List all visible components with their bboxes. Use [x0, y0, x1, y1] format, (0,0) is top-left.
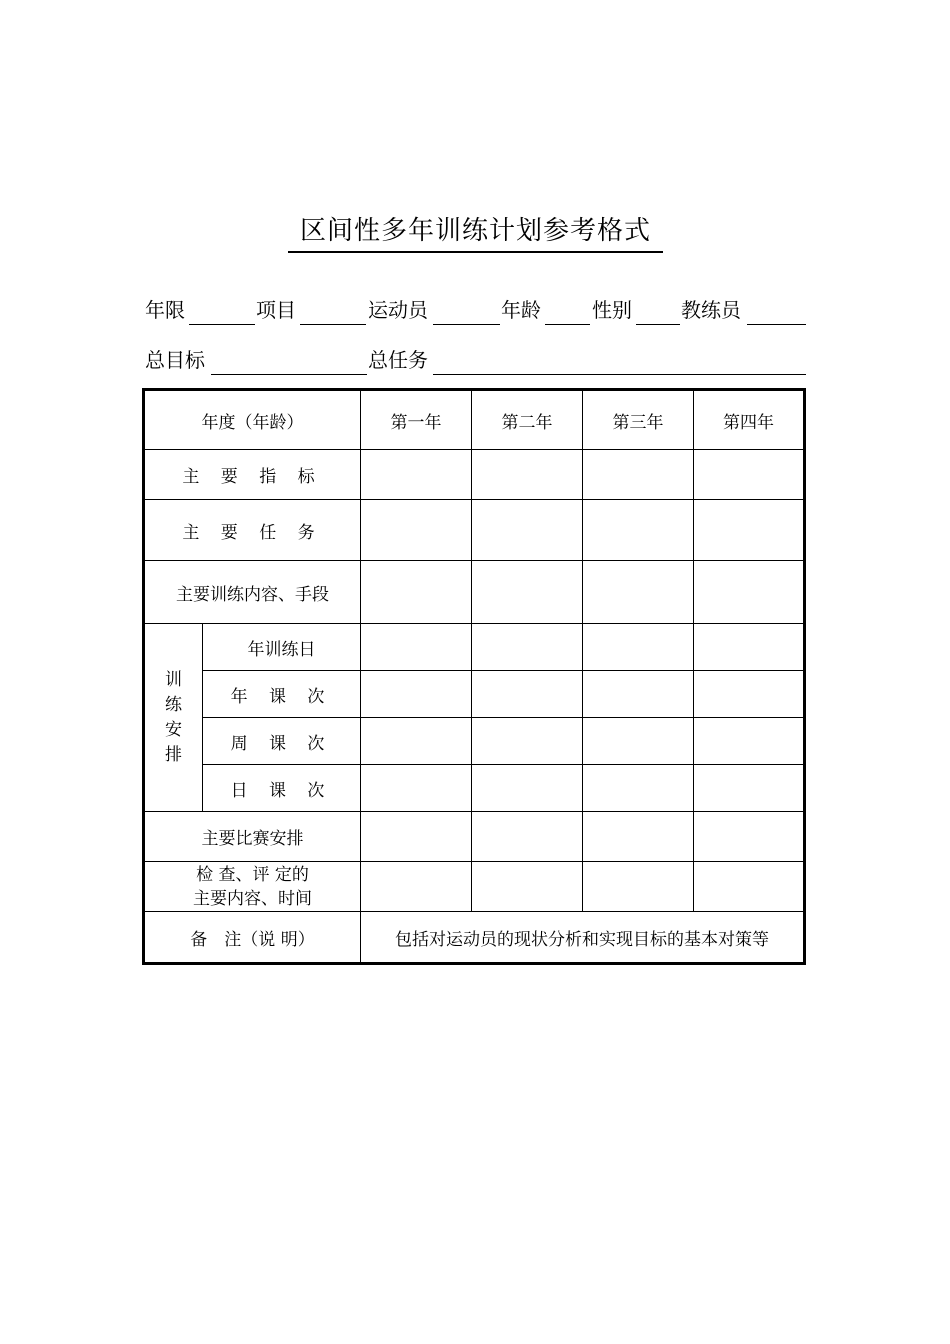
- table-row: [144, 500, 805, 561]
- table-cell[interactable]: [472, 862, 583, 912]
- table-row: [144, 765, 805, 812]
- table-cell[interactable]: [694, 812, 805, 862]
- table-cell[interactable]: [472, 812, 583, 862]
- table-cell[interactable]: [583, 862, 694, 912]
- table-cell[interactable]: [361, 561, 472, 624]
- header-year-2: 第二年: [472, 390, 583, 450]
- table-cell[interactable]: [472, 718, 583, 765]
- table-cell[interactable]: [583, 765, 694, 812]
- table-cell[interactable]: [694, 561, 805, 624]
- table-cell[interactable]: [361, 765, 472, 812]
- age-field[interactable]: [545, 324, 590, 325]
- table-row: [144, 671, 805, 718]
- table-cell[interactable]: [361, 671, 472, 718]
- label-overall-task: 总任务: [368, 348, 428, 372]
- inspection-line-1: 检 查、评 定的: [196, 864, 309, 885]
- row-label-main-indicators: 主 要 指 标: [144, 450, 361, 500]
- row-label-inspection: [144, 862, 361, 912]
- row-label-weekly-sessions: 周 课 次: [203, 718, 361, 765]
- schedule-char: 排: [165, 744, 182, 765]
- table-row: [144, 812, 805, 862]
- table-row: [144, 561, 805, 624]
- schedule-char: 练: [165, 694, 182, 715]
- table-cell[interactable]: [583, 624, 694, 671]
- table-cell[interactable]: [472, 500, 583, 561]
- header-year-3: 第三年: [583, 390, 694, 450]
- table-cell[interactable]: [472, 450, 583, 500]
- label-year-span: 年限: [145, 298, 185, 322]
- table-row: [144, 912, 805, 964]
- row-label-main-competitions: 主要比赛安排: [144, 812, 361, 862]
- table-cell[interactable]: [361, 718, 472, 765]
- table-cell[interactable]: [694, 450, 805, 500]
- table-cell[interactable]: [361, 500, 472, 561]
- header-year-4: 第四年: [694, 390, 805, 450]
- table-cell[interactable]: [694, 862, 805, 912]
- table-cell[interactable]: [472, 765, 583, 812]
- table-cell[interactable]: [583, 718, 694, 765]
- table-cell[interactable]: [583, 561, 694, 624]
- notes-text: 包括对运动员的现状分析和实现目标的基本对策等: [361, 912, 805, 964]
- gender-field[interactable]: [636, 324, 680, 325]
- table-row: [144, 862, 805, 912]
- table-cell[interactable]: [694, 765, 805, 812]
- training-plan-table: [142, 388, 806, 965]
- label-athlete: 运动员: [368, 298, 428, 322]
- table-row: [144, 718, 805, 765]
- row-label-daily-sessions: 日 课 次: [203, 765, 361, 812]
- table-cell[interactable]: [583, 671, 694, 718]
- row-label-main-content: 主要训练内容、手段: [144, 561, 361, 624]
- table-cell[interactable]: [694, 718, 805, 765]
- table-cell[interactable]: [694, 624, 805, 671]
- coach-field[interactable]: [747, 324, 806, 325]
- table-cell[interactable]: [583, 500, 694, 561]
- table-cell[interactable]: [361, 812, 472, 862]
- table-row: [144, 624, 805, 671]
- label-gender: 性别: [592, 298, 632, 322]
- label-age: 年龄: [501, 298, 541, 322]
- row-label-annual-training-days: 年训练日: [203, 624, 361, 671]
- project-field[interactable]: [300, 324, 366, 325]
- label-coach: 教练员: [681, 298, 741, 322]
- year-span-field[interactable]: [189, 324, 255, 325]
- schedule-char: 安: [165, 719, 182, 740]
- overall-task-field[interactable]: [433, 374, 806, 375]
- table-cell[interactable]: [583, 812, 694, 862]
- header-year-age: 年度（年龄）: [144, 390, 361, 450]
- table-cell[interactable]: [694, 671, 805, 718]
- inspection-line-2: 主要内容、时间: [193, 888, 312, 909]
- row-label-training-schedule: [144, 624, 203, 812]
- table-cell[interactable]: [583, 450, 694, 500]
- page-title: 区间性多年训练计划参考格式: [288, 211, 663, 253]
- row-label-annual-sessions: 年 课 次: [203, 671, 361, 718]
- header-year-1: 第一年: [361, 390, 472, 450]
- table-cell[interactable]: [472, 561, 583, 624]
- table-row: [144, 450, 805, 500]
- table-cell[interactable]: [472, 624, 583, 671]
- schedule-char: 训: [165, 669, 182, 690]
- table-header-row: [144, 390, 805, 450]
- table-cell[interactable]: [361, 450, 472, 500]
- label-overall-goal: 总目标: [145, 348, 205, 372]
- table-cell[interactable]: [472, 671, 583, 718]
- table-cell[interactable]: [694, 500, 805, 561]
- overall-goal-field[interactable]: [211, 374, 367, 375]
- athlete-field[interactable]: [433, 324, 500, 325]
- label-project: 项目: [256, 298, 296, 322]
- table-cell[interactable]: [361, 624, 472, 671]
- row-label-main-tasks: 主 要 任 务: [144, 500, 361, 561]
- row-label-notes: 备 注（说 明）: [144, 912, 361, 964]
- table-cell[interactable]: [361, 862, 472, 912]
